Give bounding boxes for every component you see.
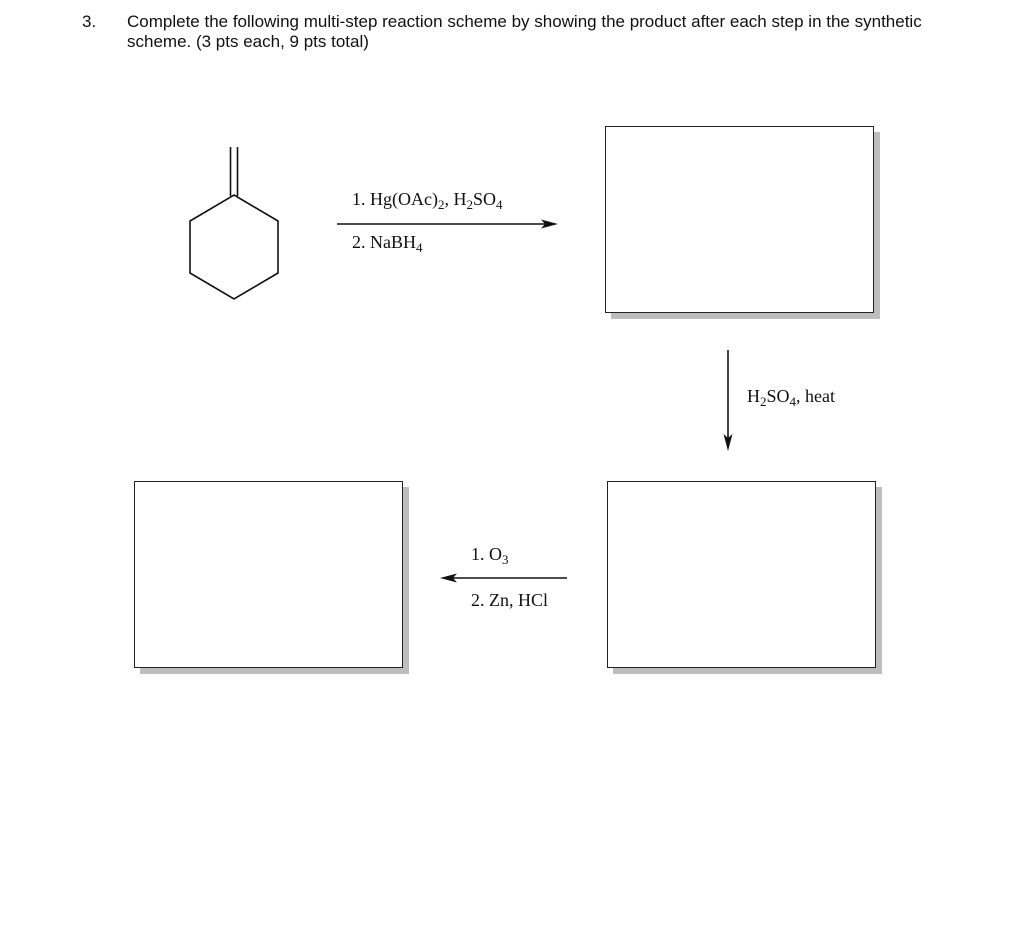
reagent-step2-line1: $H_2SO_4$, heat <box>747 386 835 409</box>
subscript: 2 <box>437 197 445 212</box>
answer-box-step3[interactable] <box>134 481 403 668</box>
reagent-step1-line2: 2. NaBH$_4$ <box>352 232 423 255</box>
answer-box-step2[interactable] <box>607 481 876 668</box>
subscript: 4 <box>416 240 423 255</box>
subscript: 2 <box>466 197 473 212</box>
arrow-step1 <box>337 220 558 229</box>
answer-box-step1[interactable] <box>605 126 874 313</box>
subscript: 3 <box>502 552 509 567</box>
reagent-step1-line1: 1. $Hg(OAc)_2$, $H_2SO_4$ <box>352 189 503 212</box>
cyclohexane-ring <box>190 195 278 299</box>
question-text: Complete the following multi-step reaction scheme by showing the product after each step in the synthetic scheme. (3 pts each, 9 pts total) <box>127 12 922 51</box>
arrow-step3 <box>440 574 567 583</box>
arrow-step2 <box>724 350 733 451</box>
reagent-step3-line2: 2. Zn, HCl <box>471 590 549 610</box>
methylenecyclohexane-structure <box>190 147 278 299</box>
subscript: 2 <box>760 394 767 409</box>
question-number: 3. <box>82 12 97 31</box>
reagent-step3-line1: 1. $O_3$ <box>471 544 509 567</box>
subscript: 4 <box>789 394 797 409</box>
subscript: 4 <box>496 197 503 212</box>
